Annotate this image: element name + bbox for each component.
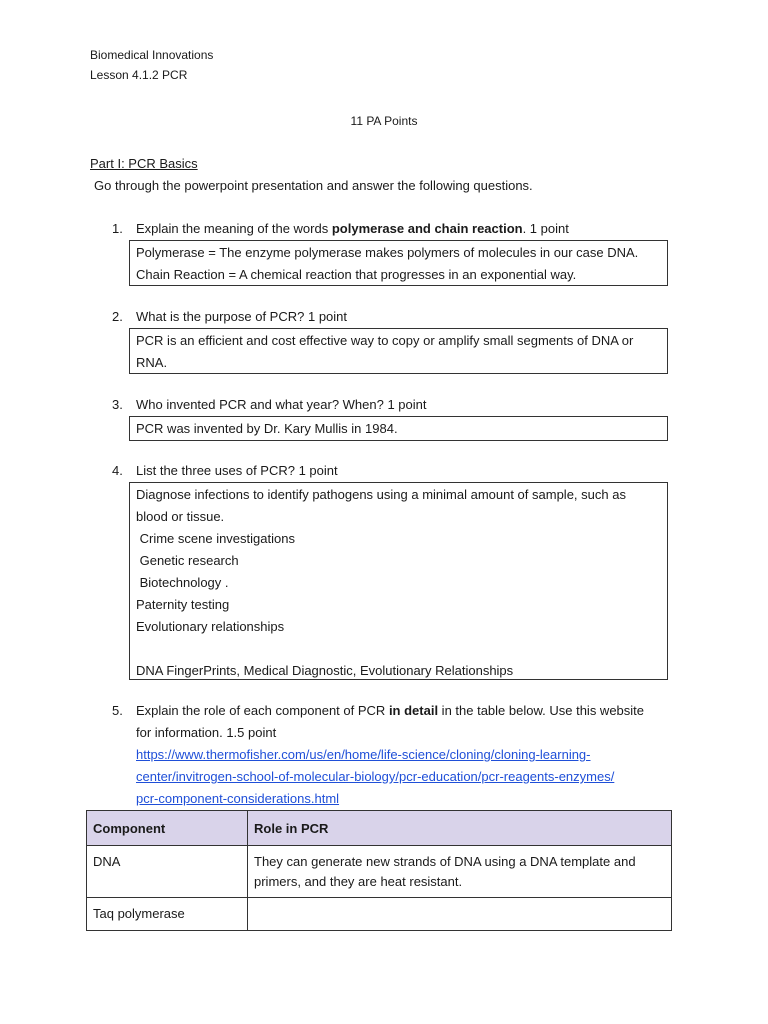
question-text-end: in the table below. Use this website — [438, 703, 645, 718]
points-title: 11 PA Points — [350, 114, 418, 128]
answer-line: RNA. — [136, 355, 168, 370]
column-header-role: Role in PCR — [248, 811, 672, 846]
question-5 — [112, 703, 644, 718]
answer-line: blood or tissue. — [136, 509, 225, 524]
role-cell[interactable] — [248, 898, 672, 931]
question-text: Who invented PCR and what year? When? 1 point — [136, 397, 427, 412]
table-row — [87, 846, 672, 898]
reference-link-line-1[interactable]: https://www.thermofisher.com/us/en/home/life-science/cloning/cloning-learning- — [136, 747, 591, 762]
question-text: List the three uses of PCR? 1 point — [136, 463, 338, 478]
answer-box-2[interactable] — [129, 328, 668, 374]
question-number: 3. — [112, 397, 123, 412]
answer-line: Evolutionary relationships — [136, 619, 285, 634]
question-number: 1. — [112, 221, 123, 236]
answer-line-blank — [136, 638, 661, 660]
question-number: 2. — [112, 309, 123, 324]
answer-line: Crime scene investigations — [136, 531, 295, 546]
question-text: Explain the role of each component of PCR — [136, 703, 389, 718]
component-cell: Taq polymerase — [87, 898, 248, 931]
question-text: Explain the meaning of the words — [136, 221, 332, 236]
table-header-row — [87, 811, 672, 846]
role-cell[interactable] — [248, 846, 672, 898]
answer-line: Biotechnology . — [136, 575, 229, 590]
answer-line: DNA FingerPrints, Medical Diagnostic, Evolutionary Relationships — [136, 663, 514, 678]
question-1 — [112, 221, 569, 236]
question-bold-text: in detail — [388, 703, 439, 718]
course-name: Biomedical Innovations — [90, 48, 214, 62]
answer-box-4[interactable] — [129, 482, 668, 680]
answer-line: Paternity testing — [136, 597, 230, 612]
question-3 — [112, 397, 427, 412]
answer-line: Diagnose infections to identify pathogens using a minimal amount of sample, such as — [136, 487, 626, 502]
question-number: 5. — [112, 703, 123, 718]
reference-link-line-3[interactable]: pcr-component-considerations.html — [136, 791, 340, 806]
role-text-line: primers, and they are heat resistant. — [254, 874, 463, 889]
question-bold-text: polymerase and chain reaction — [331, 221, 523, 236]
question-5-continuation: for information. 1.5 point — [136, 725, 277, 740]
answer-line: PCR is an efficient and cost effective way to copy or amplify small segments of DNA or — [136, 333, 634, 348]
answer-line: Genetic research — [136, 553, 239, 568]
answer-line: Polymerase = The enzyme polymerase makes polymers of molecules in our case DNA. — [136, 245, 639, 260]
table-row — [87, 898, 672, 931]
answer-line: Chain Reaction = A chemical reaction that progresses in an exponential way. — [136, 267, 577, 282]
part-intro: Go through the powerpoint presentation and answer the following questions. — [94, 178, 533, 193]
role-text-line: They can generate new strands of DNA using a DNA template and — [254, 854, 636, 869]
lesson-title: Lesson 4.1.2 PCR — [90, 68, 188, 82]
question-text: What is the purpose of PCR? 1 point — [136, 309, 348, 324]
answer-box-3[interactable] — [129, 416, 668, 441]
answer-box-1[interactable] — [129, 240, 668, 286]
question-number: 4. — [112, 463, 123, 478]
question-text-end: . 1 point — [522, 221, 569, 236]
reference-link-line-2[interactable]: center/invitrogen-school-of-molecular-biology/pcr-education/pcr-reagents-enzymes/ — [136, 769, 615, 784]
component-cell: DNA — [87, 846, 248, 898]
answer-line: PCR was invented by Dr. Kary Mullis in 1984. — [136, 421, 398, 436]
question-4 — [112, 463, 338, 478]
component-table — [86, 810, 672, 931]
part-heading: Part I: PCR Basics — [90, 156, 198, 171]
column-header-component: Component — [87, 811, 248, 846]
question-2 — [112, 309, 347, 324]
